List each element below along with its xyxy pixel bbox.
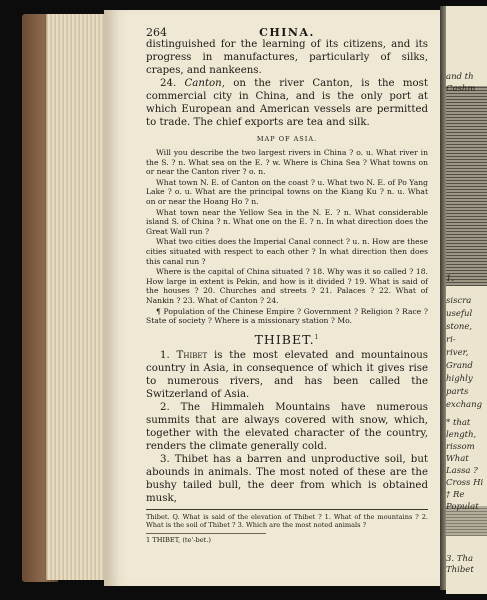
adjacent-text-line: useful	[446, 309, 473, 319]
paragraph-lead: Canton,	[184, 78, 225, 89]
map-question: ¶ Population of the Chinese Empire ? Government ? Religion ? Race ? State of society ? Where is a missionary station ? Mo.	[146, 306, 428, 326]
adjacent-text-line: siscra	[446, 296, 472, 306]
paragraph-number: 1.	[160, 349, 170, 361]
footnote-marker: 1	[314, 333, 320, 341]
adjacent-text-line: river,	[446, 348, 469, 358]
paragraph-text: Thibet has a barren and unproductive soil, but abounds in animals. The most noted of these are the bushy tailed bull, the deer from which is obtained musk,	[146, 453, 428, 504]
adjacent-text-line: and th	[446, 72, 474, 82]
adjacent-text-line: 3. Tha	[446, 554, 474, 564]
engraving-illustration	[446, 86, 487, 286]
adjacent-text-line: Thibet	[446, 565, 474, 575]
footer-questions: Thibet. Q. What is said of the elevation of Thibet ? 1. What of the mountains ? 2. What is the soil of Thibet ? 3. Which are the most noted animals ?	[146, 512, 428, 530]
adjacent-text-line: Cross Hi	[446, 478, 484, 488]
thibet-paragraph-2	[146, 401, 428, 453]
adjacent-text-line: † Re	[446, 490, 465, 500]
adjacent-text-line: exchang	[446, 400, 483, 410]
paragraph-number: 24.	[160, 78, 177, 89]
map-question: Will you describe the two largest rivers in China ? o. u. What river in the S. ? n. What sea on the E. ? w. Where is China Sea ? What towns on or near the Canton river ? o. n.	[146, 148, 428, 177]
adjacent-text-line: stone,	[446, 322, 473, 332]
footnote: 1 THIBET, (te'-bet.)	[146, 533, 266, 544]
adjacent-text-line: * that	[446, 418, 471, 428]
book-page	[104, 10, 442, 586]
intro-paragraph: distinguished for the learning of its citizens, and its progress in manufactures, particularly of silks, crapes, and nankeens.	[146, 39, 428, 76]
map-question: Where is the capital of China situated ? 18. Why was it so called ? 18. How large in extent is Pekin, and how is it divided ? 19. What is said of the houses ? 20. Churches and streets ? 21. Palaces ? 22. What of Nankin ? 23. What of Canton ? 24.	[146, 267, 428, 305]
adjacent-text-line: highly	[446, 374, 473, 384]
section-title-text: THIBET.	[254, 331, 315, 347]
page-content	[146, 38, 428, 544]
thibet-paragraph-3	[146, 453, 428, 505]
map-question: What two cities does the Imperial Canal connect ? u. n. How are these cities situated with respect to each other ? In what direction then does this canal run ?	[146, 237, 428, 266]
adjacent-text-line: Populat	[446, 502, 479, 512]
thibet-paragraph-1	[146, 349, 428, 401]
paragraph-number: 2.	[160, 401, 170, 413]
paragraph-lead: Thibet	[176, 349, 208, 361]
section-title	[146, 331, 428, 346]
paragraph-text: on the river Canton, is the most commercial city in China, and is the only port at which European and American vessels are permitted to trade. The chief exports are tea and silk.	[146, 78, 428, 128]
adjacent-page	[446, 6, 487, 594]
adjacent-text-line: ri-	[446, 335, 456, 345]
map-question: What town N. E. of Canton on the coast ? u. What two N. E. of Po Yang Lake ? o. u. What are the principal towns on the Kiang Ku ? n. u. What on or near the Hoang Ho ? n.	[146, 177, 428, 206]
adjacent-text-line: parts	[446, 387, 469, 397]
running-title: CHINA.	[259, 26, 315, 39]
adjacent-text-line: Cashm	[446, 84, 476, 94]
adjacent-text-line: Lassa ?	[446, 466, 478, 476]
adjacent-text-line: rissom	[446, 442, 475, 452]
adjacent-text-line: 1.	[446, 274, 455, 284]
adjacent-text-line: Grand	[446, 361, 473, 371]
map-question: What town near the Yellow Sea in the N. E. ? n. What considerable island S. of China ? n. What one on the E. ? n. In what direction does the Great Wall run ?	[146, 207, 428, 236]
map-heading: MAP OF ASIA.	[256, 135, 318, 143]
divider	[146, 509, 428, 510]
paragraph-text: The Himmaleh Mountains have numerous summits that are always covered with snow, which, together with the elevated character of the country, renders the climate generally cold.	[146, 401, 428, 452]
page-number: 264	[146, 26, 167, 39]
paragraph-number: 3.	[160, 453, 170, 465]
adjacent-text-line: length,	[446, 430, 477, 440]
paragraph-24	[146, 77, 428, 129]
adjacent-text-line: What	[446, 454, 469, 464]
page-edges	[46, 14, 111, 580]
paragraph-text: is the most elevated and mountainous country in Asia, in consequence of which it gives rise to numerous rivers, and has been called the Switzerland of Asia.	[146, 349, 428, 400]
